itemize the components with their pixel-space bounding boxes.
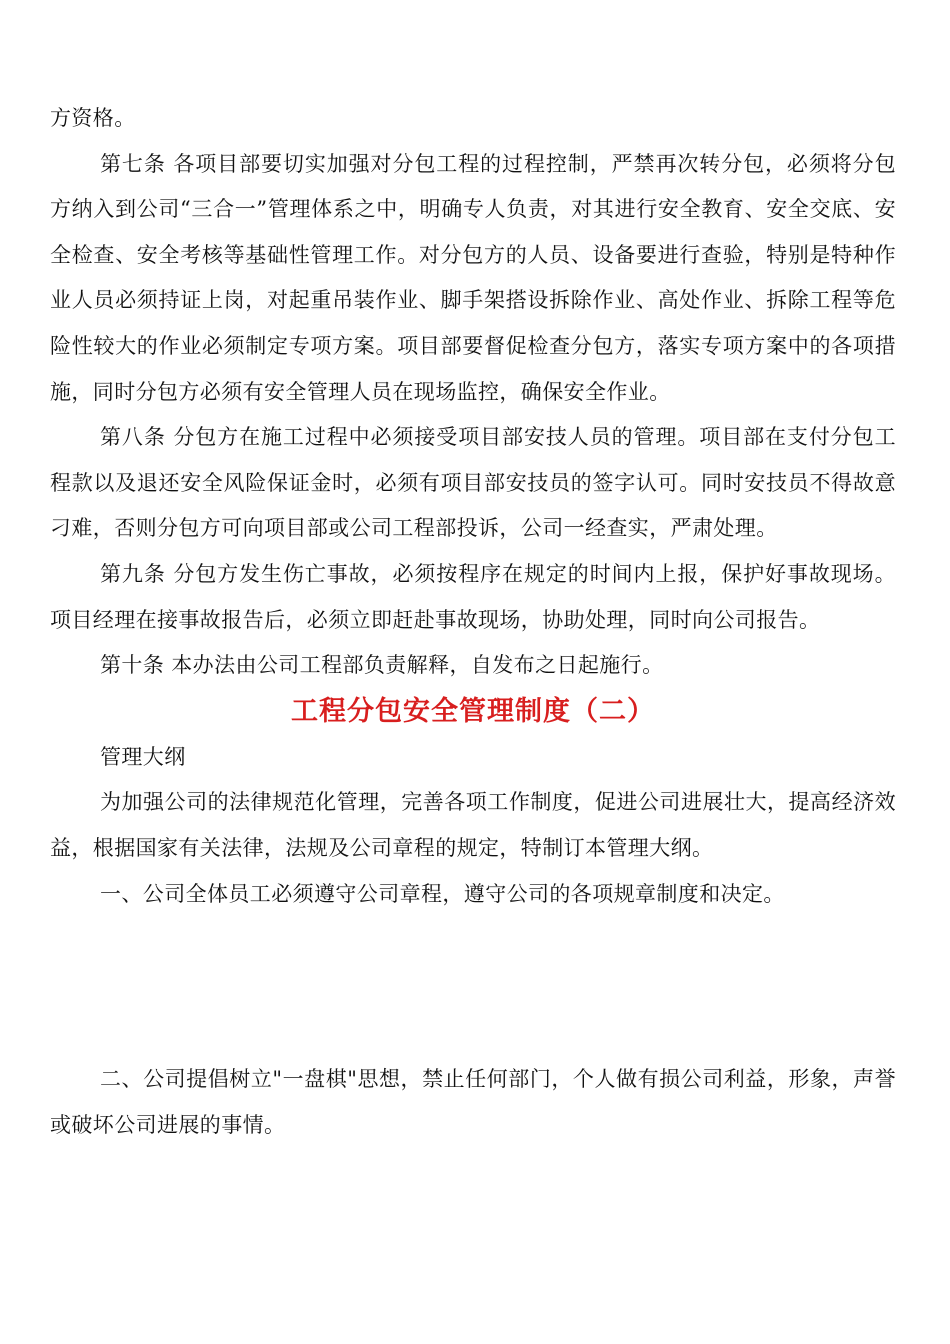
article-9: 第九条 分包方发生伤亡事故，必须按程序在规定的时间内上报，保护好事故现场。项目经理在接事故报告后，必须立即赶赴事故现场，协助处理，同时向公司报告。 — [50, 561, 896, 632]
outline-item-2: 二、公司提倡树立"一盘棋"思想，禁止任何部门，个人做有损公司利益，形象，声誉或破坏公司进展的事情。 — [50, 1067, 896, 1137]
blank-gap — [50, 917, 896, 1057]
article-7: 第七条 各项目部要切实加强对分包工程的过程控制，严禁再次转分包，必须将分包方纳入到公司“三合一”管理体系之中，明确专人负责，对其进行安全教育、安全交底、安全检查、安全考核等基础性管理工作。对分包方的人员、设备要进行查验，特别是特种作业人员必须持证上岗，对起重吊装作业、脚手架搭设拆除作业、高处作业、拆除工程等危险性较大的作业必须制定专项方案。项目部要督促检查分包方，落实专项方案中的各项措施，同时分包方必须有安全管理人员在现场监控，确保安全作业。 — [50, 151, 896, 404]
article-8: 第八条 分包方在施工过程中必须接受项目部安技人员的管理。项目部在支付分包工程款以及退还安全风险保证金时，必须有项目部安技员的签字认可。同时安技员不得故意刁难，否则分包方可向项目部或公司工程部投诉，公司一经查实，严肃处理。 — [50, 425, 896, 541]
outline-intro: 为加强公司的法律规范化管理，完善各项工作制度，促进公司进展壮大，提高经济效益，根据国家有关法律，法规及公司章程的规定，特制订本管理大纲。 — [50, 790, 896, 860]
outline-heading: 管理大纲 — [100, 744, 186, 769]
paragraph-continuation: 方资格。 — [50, 106, 136, 130]
section-title: 工程分包安全管理制度（二） — [291, 695, 655, 727]
outline-item-1: 一、公司全体员工必须遵守公司章程，遵守公司的各项规章制度和决定。 — [100, 881, 785, 906]
document-page — [50, 96, 896, 1148]
article-10: 第十条 本办法由公司工程部负责解释，自发布之日起施行。 — [100, 653, 664, 678]
